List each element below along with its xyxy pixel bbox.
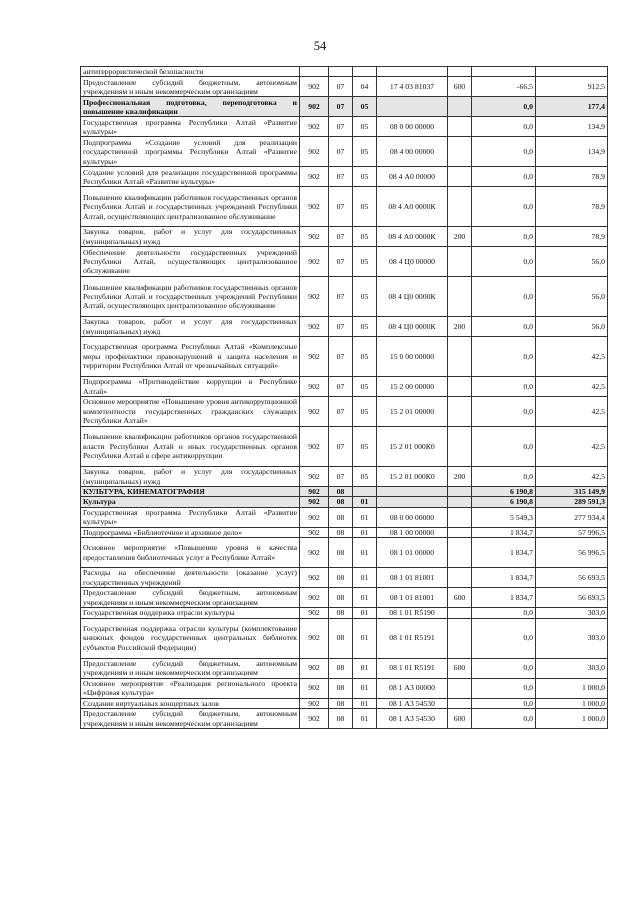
cell-ved: 902 [300, 618, 329, 658]
cell-subsection: 01 [353, 497, 377, 507]
table-row [81, 317, 608, 337]
cell-amount-total: 56,0 [536, 277, 608, 317]
cell-name: Предоставление субсидий бюджетным, автономным учреждениям и иным некоммерческим организациям [81, 709, 300, 729]
cell-section: 08 [329, 568, 353, 588]
cell-name: Основное мероприятие «Повышение уровня антикоррупционной компетентности государственных гражданских служащих Республики Алтай» [81, 397, 300, 427]
cell-name: Подпрограмма «Противодействие коррупции в Республике Алтай» [81, 377, 300, 397]
table-row [81, 427, 608, 467]
cell-ved [300, 67, 329, 77]
cell-target-code: 08 1 01 00000 [377, 538, 448, 568]
cell-name: Культура [81, 497, 300, 507]
cell-expense-type [448, 137, 472, 167]
table-row [81, 568, 608, 588]
cell-amount-total: 303,0 [536, 608, 608, 618]
cell-ved: 902 [300, 167, 329, 187]
cell-target-code: 15 0 00 00000 [377, 337, 448, 377]
cell-ved: 902 [300, 497, 329, 507]
table-row [81, 618, 608, 658]
table-row [81, 337, 608, 377]
cell-amount-total [536, 67, 608, 77]
cell-expense-type [448, 608, 472, 618]
cell-ved: 902 [300, 117, 329, 137]
cell-expense-type [448, 247, 472, 277]
cell-section: 07 [329, 427, 353, 467]
cell-ved: 902 [300, 467, 329, 487]
table-row [81, 658, 608, 678]
cell-name: Создание условий для реализации государственной программы Республики Алтай «Развитие культуры» [81, 167, 300, 187]
cell-amount-total: 42,5 [536, 427, 608, 467]
cell-target-code: 08 4 А0 0000К [377, 227, 448, 247]
cell-target-code [377, 97, 448, 117]
cell-section: 07 [329, 187, 353, 227]
cell-name: Основное мероприятие «Повышение уровня и качества предоставления библиотечных услуг в Республике Алтай» [81, 538, 300, 568]
cell-target-code: 08 0 00 00000 [377, 117, 448, 137]
cell-amount-total: 56 693,5 [536, 568, 608, 588]
cell-subsection: 05 [353, 377, 377, 397]
cell-amount-total: 134,9 [536, 117, 608, 137]
cell-amount-total: 56 693,5 [536, 588, 608, 608]
cell-amount-total: 78,9 [536, 167, 608, 187]
cell-target-code: 08 4 00 00000 [377, 137, 448, 167]
cell-amount-change: 5 549,3 [472, 507, 536, 527]
cell-target-code: 08 1 А3 54530 [377, 709, 448, 729]
table-row [81, 97, 608, 117]
cell-target-code: 08 1 01 R5190 [377, 608, 448, 618]
cell-section: 07 [329, 277, 353, 317]
cell-section: 07 [329, 77, 353, 97]
cell-target-code: 08 4 А0 00000 [377, 167, 448, 187]
cell-subsection: 05 [353, 467, 377, 487]
cell-section: 08 [329, 709, 353, 729]
cell-target-code: 15 2 01 000К0 [377, 467, 448, 487]
cell-target-code: 08 1 01 81001 [377, 588, 448, 608]
table-row [81, 588, 608, 608]
cell-target-code: 08 4 Ц0 0000К [377, 277, 448, 317]
cell-subsection: 05 [353, 117, 377, 137]
cell-section: 08 [329, 527, 353, 537]
cell-name: Создание виртуальных концертных залов [81, 698, 300, 708]
cell-amount-total: 177,4 [536, 97, 608, 117]
cell-subsection: 01 [353, 527, 377, 537]
cell-target-code: 08 1 01 R5191 [377, 618, 448, 658]
cell-name: Предоставление субсидий бюджетным, автономным учреждениям и иным некоммерческим организациям [81, 658, 300, 678]
cell-ved: 902 [300, 658, 329, 678]
cell-name: Повышение квалификации работников органов государственной власти Республики Алтай и иных государственных органов Республики Алтай в сфере антикоррупции [81, 427, 300, 467]
cell-amount-change: 1 834,7 [472, 527, 536, 537]
cell-amount-change: 0,0 [472, 467, 536, 487]
cell-amount-total: 1 000,0 [536, 698, 608, 708]
table-row [81, 709, 608, 729]
cell-expense-type [448, 618, 472, 658]
cell-amount-total: 1 000,0 [536, 678, 608, 698]
cell-section: 07 [329, 397, 353, 427]
table-row [81, 227, 608, 247]
cell-amount-total: 78,9 [536, 227, 608, 247]
cell-section: 07 [329, 377, 353, 397]
table-row [81, 137, 608, 167]
cell-ved: 902 [300, 277, 329, 317]
cell-section: 08 [329, 608, 353, 618]
cell-section: 07 [329, 337, 353, 377]
cell-subsection: 05 [353, 247, 377, 277]
cell-expense-type: 600 [448, 658, 472, 678]
cell-name: Государственная программа Республики Алтай «Комплексные меры профилактики правонарушений и защита населения и территории Республики Алтай от чрезвычайных ситуаций» [81, 337, 300, 377]
cell-amount-total: 289 591,3 [536, 497, 608, 507]
cell-amount-change: 0,0 [472, 618, 536, 658]
cell-ved: 902 [300, 397, 329, 427]
cell-amount-total: 42,5 [536, 337, 608, 377]
cell-subsection: 05 [353, 137, 377, 167]
cell-ved: 902 [300, 317, 329, 337]
cell-target-code: 08 4 Ц0 0000К [377, 317, 448, 337]
cell-subsection: 01 [353, 709, 377, 729]
cell-ved: 902 [300, 487, 329, 497]
cell-name: Предоставление субсидий бюджетным, автономным учреждениям и иным некоммерческим организациям [81, 77, 300, 97]
cell-amount-change: 0,0 [472, 227, 536, 247]
cell-expense-type [448, 497, 472, 507]
cell-name: Профессиональная подготовка, переподготовка и повышение квалификации [81, 97, 300, 117]
cell-name: Государственная программа Республики Алтай «Развитие культуры» [81, 507, 300, 527]
table-row [81, 117, 608, 137]
cell-name: Основное мероприятие «Реализация регионального проекта «Цифровая культура» [81, 678, 300, 698]
cell-expense-type [448, 187, 472, 227]
cell-ved: 902 [300, 538, 329, 568]
cell-subsection: 01 [353, 588, 377, 608]
cell-expense-type [448, 487, 472, 497]
cell-amount-change: 1 834,7 [472, 538, 536, 568]
cell-expense-type: 600 [448, 588, 472, 608]
cell-subsection [353, 487, 377, 497]
table-row [81, 487, 608, 497]
cell-amount-total: 277 934,4 [536, 507, 608, 527]
cell-target-code: 17 4 03 81037 [377, 77, 448, 97]
cell-subsection: 01 [353, 618, 377, 658]
cell-amount-change: 0,0 [472, 698, 536, 708]
cell-name: Государственная программа Республики Алтай «Развитие культуры» [81, 117, 300, 137]
cell-expense-type [448, 527, 472, 537]
cell-amount-change: 0,0 [472, 608, 536, 618]
cell-subsection: 05 [353, 187, 377, 227]
cell-amount-change: 0,0 [472, 137, 536, 167]
cell-name: Закупка товаров, работ и услуг для государственных (муниципальных) нужд [81, 227, 300, 247]
cell-subsection: 01 [353, 538, 377, 568]
cell-expense-type [448, 97, 472, 117]
cell-target-code: 15 2 01 000К0 [377, 427, 448, 467]
cell-amount-change: 0,0 [472, 97, 536, 117]
cell-amount-total: 303,0 [536, 658, 608, 678]
cell-name: Расходы на обеспечение деятельности (оказание услуг) государственных учреждений [81, 568, 300, 588]
cell-section: 07 [329, 467, 353, 487]
cell-ved: 902 [300, 187, 329, 227]
cell-ved: 902 [300, 377, 329, 397]
cell-amount-change [472, 67, 536, 77]
cell-target-code: 08 4 А0 0000К [377, 187, 448, 227]
cell-expense-type [448, 117, 472, 137]
cell-amount-change: 0,0 [472, 277, 536, 317]
cell-amount-change: 1 834,7 [472, 568, 536, 588]
cell-target-code: 08 1 00 00000 [377, 527, 448, 537]
cell-amount-total: 56 996,5 [536, 538, 608, 568]
cell-section: 07 [329, 317, 353, 337]
cell-amount-change: 0,0 [472, 658, 536, 678]
cell-amount-total: 42,5 [536, 377, 608, 397]
cell-subsection: 05 [353, 277, 377, 317]
table-row [81, 397, 608, 427]
cell-amount-total: 42,5 [536, 397, 608, 427]
cell-section: 07 [329, 137, 353, 167]
cell-amount-change: 0,0 [472, 187, 536, 227]
cell-target-code [377, 67, 448, 77]
cell-expense-type [448, 538, 472, 568]
cell-section [329, 67, 353, 77]
table-row [81, 77, 608, 97]
cell-subsection: 05 [353, 397, 377, 427]
cell-name: Закупка товаров, работ и услуг для государственных (муниципальных) нужд [81, 317, 300, 337]
cell-section: 07 [329, 167, 353, 187]
cell-name: антитеррористической безопасности [81, 67, 300, 77]
cell-amount-total: 315 149,9 [536, 487, 608, 497]
cell-expense-type: 200 [448, 467, 472, 487]
cell-target-code [377, 497, 448, 507]
cell-expense-type [448, 337, 472, 377]
cell-ved: 902 [300, 507, 329, 527]
cell-ved: 902 [300, 568, 329, 588]
cell-target-code: 08 0 00 00000 [377, 507, 448, 527]
cell-subsection: 01 [353, 507, 377, 527]
cell-section: 08 [329, 678, 353, 698]
table-row [81, 507, 608, 527]
cell-amount-change: 0,0 [472, 709, 536, 729]
cell-section: 08 [329, 497, 353, 507]
cell-target-code: 08 1 01 81001 [377, 568, 448, 588]
table-row [81, 678, 608, 698]
cell-name: Предоставление субсидий бюджетным, автономным учреждениям и иным некоммерческим организациям [81, 588, 300, 608]
cell-expense-type [448, 167, 472, 187]
cell-expense-type [448, 67, 472, 77]
cell-target-code: 15 2 01 00000 [377, 397, 448, 427]
cell-amount-change: 0,0 [472, 247, 536, 277]
table-row [81, 67, 608, 77]
table-row [81, 277, 608, 317]
cell-subsection: 01 [353, 568, 377, 588]
cell-amount-change: 0,0 [472, 167, 536, 187]
cell-amount-total: 134,9 [536, 137, 608, 167]
cell-amount-total: 303,0 [536, 618, 608, 658]
cell-amount-total: 57 996,5 [536, 527, 608, 537]
table-row [81, 247, 608, 277]
cell-amount-total: 912,5 [536, 77, 608, 97]
cell-name: Закупка товаров, работ и услуг для государственных (муниципальных) нужд [81, 467, 300, 487]
cell-name: Государственная поддержка отрасли культуры [81, 608, 300, 618]
cell-subsection: 01 [353, 658, 377, 678]
cell-section: 08 [329, 538, 353, 568]
cell-ved: 902 [300, 678, 329, 698]
cell-amount-total: 56,0 [536, 317, 608, 337]
cell-target-code: 08 4 Ц0 00000 [377, 247, 448, 277]
cell-section: 08 [329, 487, 353, 497]
cell-ved: 902 [300, 137, 329, 167]
cell-amount-change: 6 190,8 [472, 487, 536, 497]
budget-table [80, 66, 608, 729]
cell-name: КУЛЬТУРА, КИНЕМАТОГРАФИЯ [81, 487, 300, 497]
cell-section: 08 [329, 588, 353, 608]
cell-section: 08 [329, 618, 353, 658]
cell-amount-change: -66,5 [472, 77, 536, 97]
table-row [81, 608, 608, 618]
cell-expense-type [448, 507, 472, 527]
cell-subsection: 05 [353, 227, 377, 247]
cell-subsection [353, 67, 377, 77]
cell-ved: 902 [300, 527, 329, 537]
table-row [81, 467, 608, 487]
cell-amount-change: 0,0 [472, 397, 536, 427]
cell-expense-type [448, 277, 472, 317]
cell-subsection: 04 [353, 77, 377, 97]
cell-name: Повышение квалификации работников государственных органов Республики Алтай и государственных учреждений Республики Алтай, осуществляющих централизованное обслуживание [81, 277, 300, 317]
cell-ved: 902 [300, 588, 329, 608]
table-row [81, 538, 608, 568]
table-body [81, 67, 608, 729]
cell-amount-change: 0,0 [472, 678, 536, 698]
cell-amount-total: 1 000,0 [536, 709, 608, 729]
cell-amount-total: 56,0 [536, 247, 608, 277]
cell-expense-type: 600 [448, 77, 472, 97]
cell-expense-type [448, 397, 472, 427]
cell-subsection: 01 [353, 698, 377, 708]
cell-subsection: 05 [353, 167, 377, 187]
cell-ved: 902 [300, 227, 329, 247]
cell-subsection: 05 [353, 427, 377, 467]
cell-expense-type: 200 [448, 227, 472, 247]
cell-target-code: 15 2 00 00000 [377, 377, 448, 397]
cell-amount-change: 0,0 [472, 377, 536, 397]
cell-subsection: 01 [353, 678, 377, 698]
cell-target-code: 08 1 А3 00000 [377, 678, 448, 698]
cell-section: 08 [329, 507, 353, 527]
table-row [81, 187, 608, 227]
cell-subsection: 01 [353, 608, 377, 618]
cell-name: Обеспечение деятельности государственных учреждений Республики Алтай, осуществляющих централизованное обслуживание [81, 247, 300, 277]
cell-expense-type [448, 678, 472, 698]
table-row [81, 698, 608, 708]
cell-amount-change: 0,0 [472, 317, 536, 337]
page-number: 54 [313, 39, 327, 53]
cell-ved: 902 [300, 427, 329, 467]
cell-amount-change: 0,0 [472, 117, 536, 137]
cell-target-code: 08 1 01 R5191 [377, 658, 448, 678]
cell-amount-change: 0,0 [472, 337, 536, 377]
cell-section: 08 [329, 658, 353, 678]
table-row [81, 167, 608, 187]
cell-ved: 902 [300, 77, 329, 97]
cell-ved: 902 [300, 698, 329, 708]
cell-ved: 902 [300, 97, 329, 117]
cell-subsection: 05 [353, 317, 377, 337]
cell-target-code [377, 487, 448, 497]
table-row [81, 527, 608, 537]
cell-expense-type: 200 [448, 317, 472, 337]
cell-ved: 902 [300, 247, 329, 277]
cell-section: 07 [329, 247, 353, 277]
cell-ved: 902 [300, 337, 329, 377]
cell-section: 07 [329, 97, 353, 117]
cell-expense-type [448, 568, 472, 588]
cell-section: 07 [329, 117, 353, 137]
cell-amount-change: 6 190,8 [472, 497, 536, 507]
cell-amount-change: 1 834,7 [472, 588, 536, 608]
cell-ved: 902 [300, 709, 329, 729]
cell-expense-type: 600 [448, 709, 472, 729]
cell-name: Подпрограмма «Создание условий для реализации государственной программы Республики Алтай «Развитие культуры» [81, 137, 300, 167]
cell-expense-type [448, 377, 472, 397]
cell-subsection: 05 [353, 337, 377, 377]
cell-section: 08 [329, 698, 353, 708]
cell-amount-change: 0,0 [472, 427, 536, 467]
cell-amount-total: 42,5 [536, 467, 608, 487]
cell-subsection: 05 [353, 97, 377, 117]
cell-name: Государственная поддержка отрасли культуры (комплектование книжных фондов государственных центральных библиотек субъектов Российской Федерации) [81, 618, 300, 658]
cell-ved: 902 [300, 608, 329, 618]
cell-target-code: 08 1 А3 54530 [377, 698, 448, 708]
cell-section: 07 [329, 227, 353, 247]
cell-amount-total: 78,9 [536, 187, 608, 227]
cell-name: Подпрограмма «Библиотечное и архивное дело» [81, 527, 300, 537]
table-row [81, 497, 608, 507]
cell-expense-type [448, 698, 472, 708]
table-row [81, 377, 608, 397]
cell-name: Повышение квалификации работников государственных органов Республики Алтай и государственных учреждений Республики Алтай, осуществляющих централизованное обслуживание [81, 187, 300, 227]
cell-expense-type [448, 427, 472, 467]
